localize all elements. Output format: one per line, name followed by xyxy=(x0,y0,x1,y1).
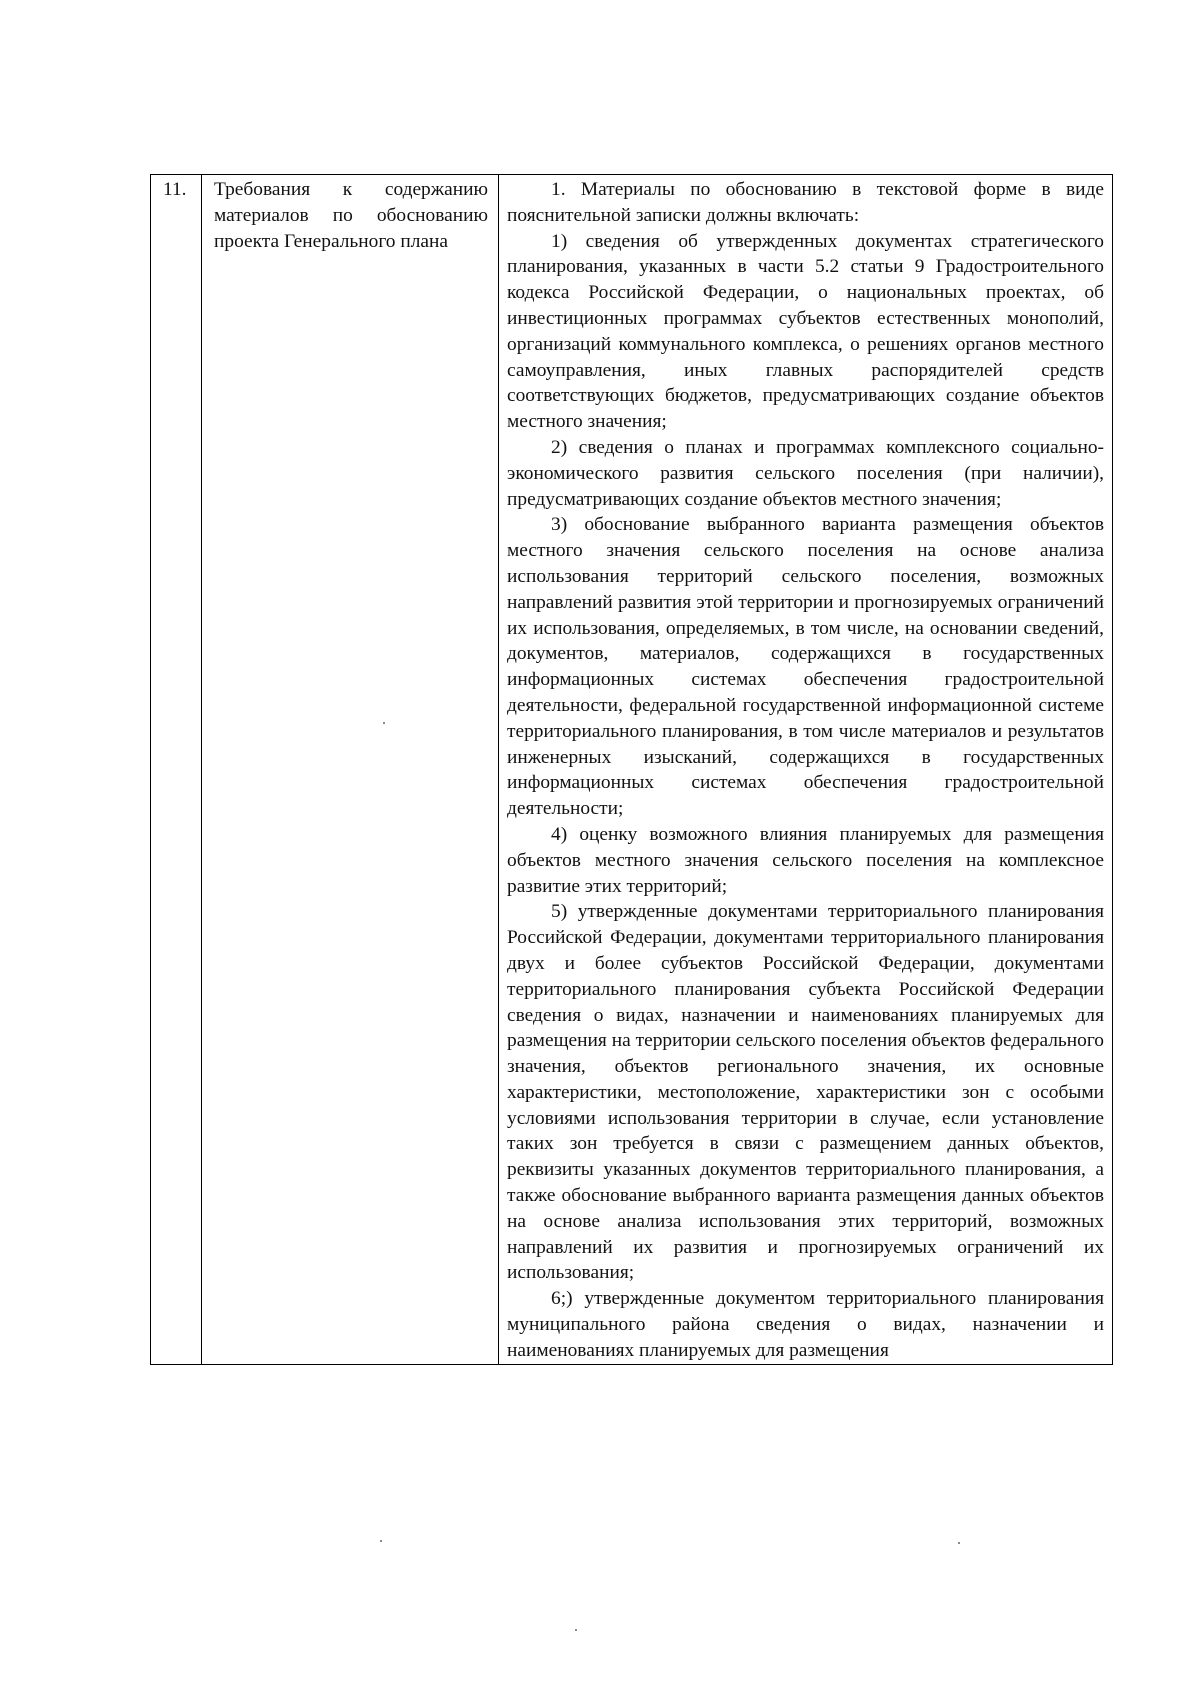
paragraph-item-3: 3) обоснование выбранного варианта размещения объектов местного значения сельского поселения на основе анализа использования территорий сельского поселения, возможных направлений развития этой территории и прогнозируемых ограничений их использования, определяемых, в том числе, на основании сведений, документов, материалов, содержащихся в государственных информационных системах обеспечения градостроительной деятельности, федеральной государственной информационной системе территориального планирования, в том числе материалов и результатов инженерных изысканий, содержащихся в государственных информационных системах обеспечения градостроительной деятельности; xyxy=(507,514,1104,820)
paragraph-item-1: 1) сведения об утвержденных документах стратегического планирования, указанных в части 5.2 статьи 9 Градостроительного кодекса Российской Федерации, о национальных проектах, об инвестиционных программах субъектов естественных монополий, организаций коммунального комплекса, о решениях органов местного самоуправления, иных главных распорядителей средств соответствующих бюджетов, предусматривающих создание объектов местного значения; xyxy=(507,230,1104,433)
requirement-body xyxy=(499,175,1113,1365)
paragraph-item-2: 2) сведения о планах и программах комплексного социально-экономического развития сельского поселения (при наличии), предусматривающих создание объектов местного значения; xyxy=(507,436,1104,510)
scan-speck xyxy=(958,1542,960,1544)
paragraph-item-4: 4) оценку возможного влияния планируемых для размещения объектов местного значения сельского поселения на комплексное развитие этих территорий; xyxy=(507,823,1104,897)
scan-speck xyxy=(383,722,385,724)
scan-speck xyxy=(380,1540,382,1542)
table-row xyxy=(151,175,1113,1365)
row-number: 11. xyxy=(151,175,202,1365)
requirement-title: Требования к содержанию материалов по обоснованию проекта Генерального плана xyxy=(202,175,499,1365)
paragraph-intro: 1. Материалы по обоснованию в текстовой форме в виде пояснительной записки должны включать: xyxy=(507,179,1104,226)
paragraph-item-6: 6;) утвержденные документом территориального планирования муниципального района сведения о видах, назначении и наименованиях планируемых для размещения xyxy=(507,1288,1104,1361)
paragraph-item-5: 5) утвержденные документами территориального планирования Российской Федерации, документами территориального планирования двух и более субъектов Российской Федерации, документами территориального планирования субъекта Российской Федерации сведения о видах, назначении и наименованиях планируемых для размещения на территории сельского поселения объектов федерального значения, объектов регионального значения, их основные характеристики, местоположение, характеристики зон с особыми условиями использования территории в случае, если установление таких зон требуется в связи с размещением данных объектов, реквизиты указанных документов территориального планирования, а также обоснование выбранного варианта размещения данных объектов на основе анализа использования этих территорий, возможных направлений их развития и прогнозируемых ограничений их использования; xyxy=(507,901,1104,1284)
requirements-table xyxy=(150,174,1113,1365)
scan-speck xyxy=(575,1629,577,1631)
